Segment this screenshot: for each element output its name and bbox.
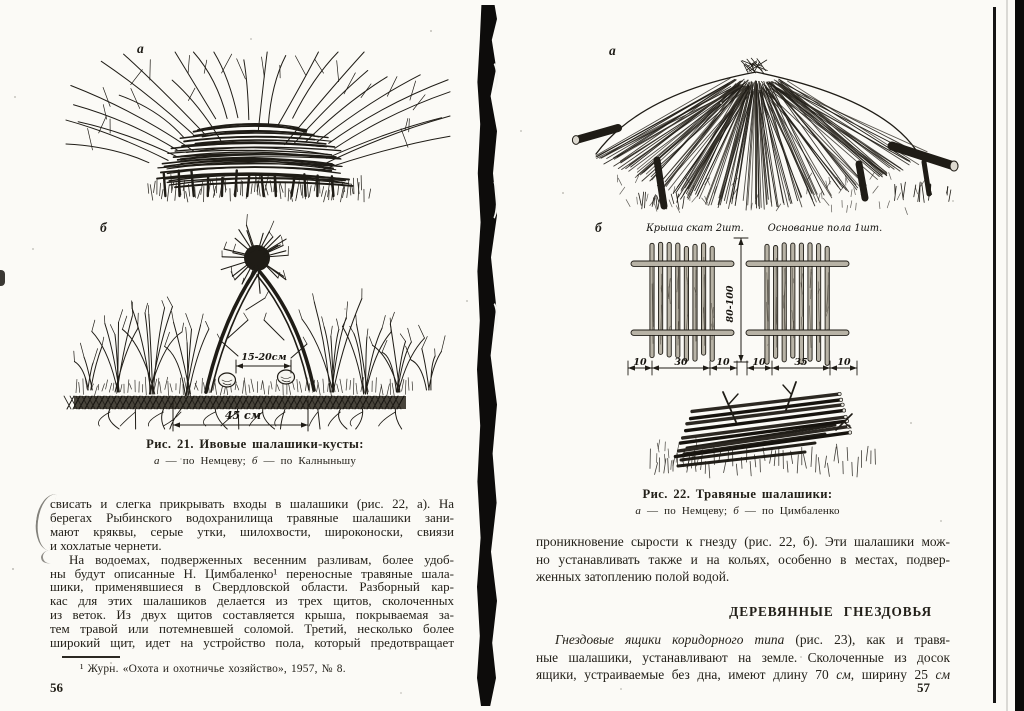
book-spine-shadow	[477, 5, 497, 706]
credit-b-label: б	[733, 505, 739, 517]
body-line: свисать и слегка прикрывать входы в шалашики (рис. 22, а). На	[50, 496, 454, 511]
dim-label-80-100: 80-100	[725, 285, 736, 323]
dim-label-30: 30	[674, 357, 688, 368]
figure-21b-dimensions	[225, 352, 287, 422]
left-edge-mark	[0, 270, 5, 286]
dim-label-10-right: 10	[752, 357, 766, 368]
figure-22b-pole-frame-drawing	[640, 372, 890, 487]
body-line: и хохлатые чернети.	[50, 537, 162, 553]
figure-22-caption	[545, 487, 930, 517]
binding-mark	[484, 300, 498, 335]
body-line: из веток. Из двух щитов составляется крыша, покрываемая за-	[50, 607, 454, 623]
left-page-body-text	[50, 497, 454, 650]
dim-label-10-right2: 10	[837, 357, 851, 368]
body-line: кас для этих шалашиков делается из трех щитов, сколоченных	[50, 593, 454, 609]
body-line: женных затоплению полой водой.	[536, 569, 730, 584]
figure-21-caption-credits	[60, 455, 450, 467]
binding-mark	[484, 178, 498, 222]
dim-label-35: 35	[794, 357, 808, 368]
credit-b-text: — по Калныньшу	[257, 455, 357, 467]
body-line: берегах Рыбинского водохранилища травяные шалашики зани-	[50, 509, 454, 525]
body-line: На водоемах, подверженных весенним разливам, более удоб-	[69, 551, 454, 567]
body-line: проникновение сырости к гнезду (рис. 22, б). Эти шалашики мож-	[536, 534, 950, 549]
page-number-57: 57	[917, 680, 930, 695]
dim-label-45cm: 45 см	[224, 409, 262, 422]
credit-a-text: — по Немцеву;	[641, 505, 734, 517]
body-line-part: ящики, устраиваемые без дна, имеют длину 70	[536, 667, 837, 682]
footnote-rule	[62, 656, 120, 658]
credit-b-label: б	[251, 455, 258, 467]
credit-a-text: — по Немцеву;	[159, 455, 252, 467]
body-line: широкий щит, идет на устройство пола, который предотвращает	[50, 635, 454, 651]
figure-21a-willow-dome-drawing	[58, 46, 458, 228]
figure-22b-lattice-panels-diagram	[595, 216, 905, 388]
page-edge-faint-line	[1006, 0, 1008, 711]
figure-22-caption-title: Рис. 22. Травяные шалашики:	[642, 487, 833, 501]
body-line: шики, применявшиеся в Свердловской области. Разборный кар-	[50, 579, 454, 595]
body-line: но устанавливать также и на кольях, особенно в местах, подвер-	[536, 551, 950, 567]
figure-21a-label: а	[137, 41, 144, 56]
figure-22a-thatched-hut-drawing	[560, 42, 980, 222]
figure-21-caption	[60, 437, 450, 467]
unit-cm-italic: см	[836, 667, 851, 682]
body-line: ные шалашики, устанавливают на земле. Сколоченные из досок	[536, 649, 950, 665]
body-line: тем травой или потемневшей соломой. Третий, несколько более	[50, 621, 454, 637]
scan-edge-black-band	[1015, 0, 1024, 711]
body-line-part: , ширину 25	[850, 667, 936, 682]
binding-mark	[484, 60, 498, 94]
figure-21b-label: б	[100, 220, 107, 235]
right-page-body-text	[536, 533, 950, 586]
scan-noise-speckles	[14, 96, 16, 98]
footnote-text: ¹ Журн. «Охота и охотничье хозяйство», 1957, № 8.	[80, 663, 346, 675]
body-line-rest: (рис. 23), как и травя-	[784, 632, 950, 647]
dim-label-10-left: 10	[633, 357, 647, 368]
body-line: ны будут описанные Н. Цимбаленко¹ переносные травяные шала-	[50, 565, 454, 581]
credit-b-text: — по Цимбаленко	[738, 505, 840, 517]
body-line: мают кряквы, серые утки, шилохвости, широконоски, свиязи	[50, 523, 454, 539]
figure-22-caption-credits	[545, 505, 930, 517]
unit-cm-italic: см	[935, 667, 950, 682]
dim-label-15-20cm: 15-20см	[241, 352, 287, 363]
figure-21-caption-title: Рис. 21. Ивовые шалашики-кусты:	[146, 437, 364, 451]
panel-left-title: Крыша скат 2шт.	[646, 223, 744, 234]
figure-22a-label: а	[609, 43, 616, 58]
section-heading-wooden-nestboxes: ДЕРЕВЯННЫЕ ГНЕЗДОВЬЯ	[729, 604, 932, 619]
panel-right-title: Основание пола 1шт.	[767, 223, 883, 234]
body-line	[536, 631, 950, 649]
figure-21b-willow-tent-drawing	[60, 220, 460, 432]
credit-a-label: а	[635, 505, 642, 517]
right-page-paragraph-2	[536, 631, 950, 684]
credit-a-label: а	[153, 455, 160, 467]
page-edge-line	[993, 7, 996, 703]
italic-lead-phrase: Гнездовые ящики коридорного типа	[555, 632, 785, 647]
figure-22b-label: б	[595, 220, 602, 235]
body-line	[536, 666, 950, 684]
page-number-56: 56	[50, 680, 63, 695]
dim-label-10-left2: 10	[716, 357, 730, 368]
